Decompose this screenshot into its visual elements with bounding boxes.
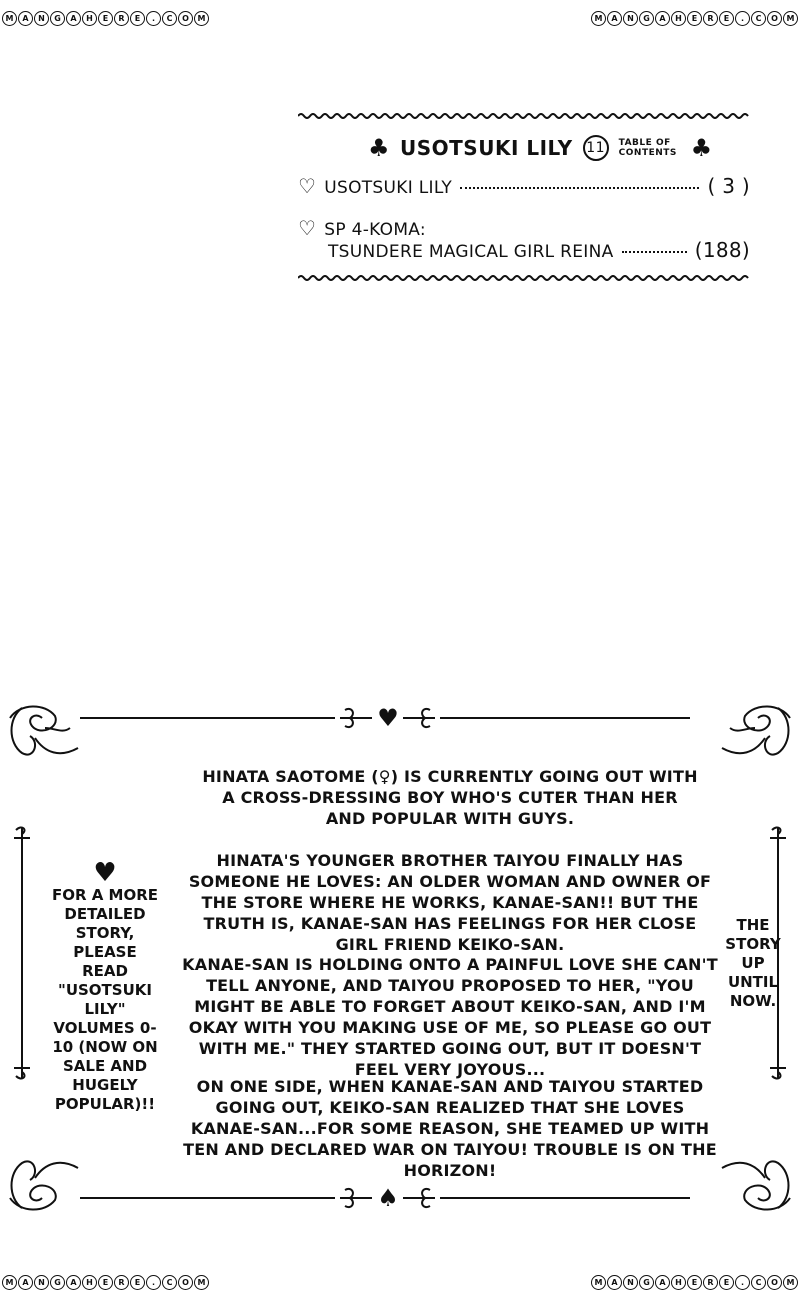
dot-leader (622, 251, 687, 253)
toc-entry-heading[interactable] (298, 216, 750, 240)
watermark-letter: R (114, 1275, 129, 1290)
watermark-letter: E (687, 1275, 702, 1290)
toc-entry[interactable] (298, 238, 750, 262)
watermark-letter: A (607, 1275, 622, 1290)
story-paragraph: ON ONE SIDE, WHEN KANAE-SAN AND TAIYOU STARTED GOING OUT, KEIKO-SAN REALIZED THAT SHE LOVES KANAE-SAN...FOR SOME REASON, SHE TEAMED UP WITH TEN AND DECLARED WAR ON TAIYOU! TROUBLE IS ON THE HORIZON! (183, 1077, 717, 1180)
story-paragraph: HINATA'S YOUNGER BROTHER TAIYOU FINALLY HAS SOMEONE HE LOVES: AN OLDER WOMAN AND OWNER OF THE STORE WHERE HE WORKS, KANAE-SAN!! BUT THE TRUTH IS, KANAE-SAN HAS FEELINGS FOR HER CLOSE GIRL FRIEND KEIKO-SAN. (188, 851, 712, 954)
watermark-bottom-left (2, 1272, 209, 1292)
watermark-letter: R (703, 11, 718, 26)
toc-header (368, 134, 713, 162)
toc-entry-page: (188) (694, 238, 750, 262)
watermark-letter: R (114, 11, 129, 26)
watermark-letter: O (767, 11, 782, 26)
watermark-letter: G (50, 11, 65, 26)
watermark-letter: C (162, 1275, 177, 1290)
table-of-contents (298, 112, 750, 282)
watermark-letter: H (82, 1275, 97, 1290)
watermark-letter: R (703, 1275, 718, 1290)
dot-leader (460, 187, 699, 189)
wavy-divider-bottom (298, 274, 750, 282)
watermark-letter: N (34, 1275, 49, 1290)
watermark-letter: A (18, 11, 33, 26)
watermark-bottom-right (591, 1272, 798, 1292)
watermark-letter: E (687, 11, 702, 26)
watermark-letter: M (2, 1275, 17, 1290)
watermark-letter: M (783, 1275, 798, 1290)
toc-label-line1: TABLE OF (618, 138, 671, 148)
watermark-letter: A (655, 1275, 670, 1290)
watermark-letter: G (639, 1275, 654, 1290)
toc-entry-page: ( 3 ) (707, 174, 750, 198)
watermark-letter: N (34, 11, 49, 26)
watermark-letter: A (66, 11, 81, 26)
watermark-letter: E (130, 11, 145, 26)
toc-entry-title-line2: TSUNDERE MAGICAL GIRL REINA (328, 242, 614, 262)
wavy-divider-top (298, 112, 750, 120)
watermark-letter: E (719, 11, 734, 26)
side-note-left-text: FOR A MORE DETAILED STORY, PLEASE READ "USOTSUKI LILY" VOLUMES 0-10 (NOW ON SALE AND HUGELY POPULAR)!! (51, 886, 159, 1113)
watermark-letter: G (639, 11, 654, 26)
watermark-letter: . (146, 11, 161, 26)
watermark-letter: . (735, 11, 750, 26)
watermark-letter: O (178, 11, 193, 26)
story-paragraph: HINATA SAOTOME (♀) IS CURRENTLY GOING OUT WITH A CROSS-DRESSING BOY WHO'S CUTER THAN HER AND POPULAR WITH GUYS. (202, 767, 698, 828)
volume-number: 11 (583, 135, 609, 161)
watermark-letter: G (50, 1275, 65, 1290)
club-icon: ♣ (368, 134, 391, 162)
watermark-letter: M (194, 1275, 209, 1290)
heart-icon: ♥ (93, 858, 117, 888)
toc-entry-title: USOTSUKI LILY (324, 178, 453, 198)
watermark-letter: A (66, 1275, 81, 1290)
watermark-letter: M (2, 11, 17, 26)
watermark-letter: E (98, 11, 113, 26)
watermark-letter: H (82, 11, 97, 26)
watermark-letter: C (751, 11, 766, 26)
watermark-letter: M (783, 11, 798, 26)
watermark-letter: M (194, 11, 209, 26)
watermark-letter: H (671, 11, 686, 26)
watermark-letter: O (767, 1275, 782, 1290)
toc-entry[interactable] (298, 174, 750, 198)
side-note-left (50, 860, 160, 1114)
toc-label (619, 138, 681, 158)
watermark-letter: . (146, 1275, 161, 1290)
watermark-letter: A (607, 11, 622, 26)
watermark-letter: E (130, 1275, 145, 1290)
watermark-letter: N (623, 1275, 638, 1290)
side-note-right: THE STORY UP UNTIL NOW. (725, 916, 781, 1010)
watermark-letter: E (719, 1275, 734, 1290)
watermark-top-right (591, 8, 798, 28)
club-icon: ♣ (690, 134, 713, 162)
heart-outline-icon: ♡ (298, 216, 317, 240)
watermark-letter: . (735, 1275, 750, 1290)
watermark-letter: C (162, 11, 177, 26)
story-paragraph: KANAE-SAN IS HOLDING ONTO A PAINFUL LOVE SHE CAN'T TELL ANYONE, AND TAIYOU PROPOSED TO HER, "YOU MIGHT BE ABLE TO FORGET ABOUT KEIKO-SAN, AND I'M OKAY WITH YOU MAKING USE OF ME, SO PLEASE GO OUT WITH ME." THEY STARTED GOING OUT, BUT IT DOESN'T FEEL VERY JOYOUS... (182, 955, 718, 1079)
watermark-letter: M (591, 11, 606, 26)
heart-icon: ♥ (377, 704, 399, 732)
watermark-letter: E (98, 1275, 113, 1290)
watermark-top-left (2, 8, 209, 28)
series-title: USOTSUKI LILY (400, 136, 573, 160)
watermark-letter: O (178, 1275, 193, 1290)
spade-icon: ♠ (377, 1184, 399, 1212)
watermark-letter: N (623, 11, 638, 26)
heart-outline-icon: ♡ (298, 174, 317, 198)
watermark-letter: C (751, 1275, 766, 1290)
watermark-letter: A (655, 11, 670, 26)
toc-entry-title-line1: SP 4-KOMA: (324, 220, 426, 240)
watermark-letter: H (671, 1275, 686, 1290)
watermark-letter: M (591, 1275, 606, 1290)
toc-label-line2: CONTENTS (618, 148, 677, 158)
watermark-letter: A (18, 1275, 33, 1290)
